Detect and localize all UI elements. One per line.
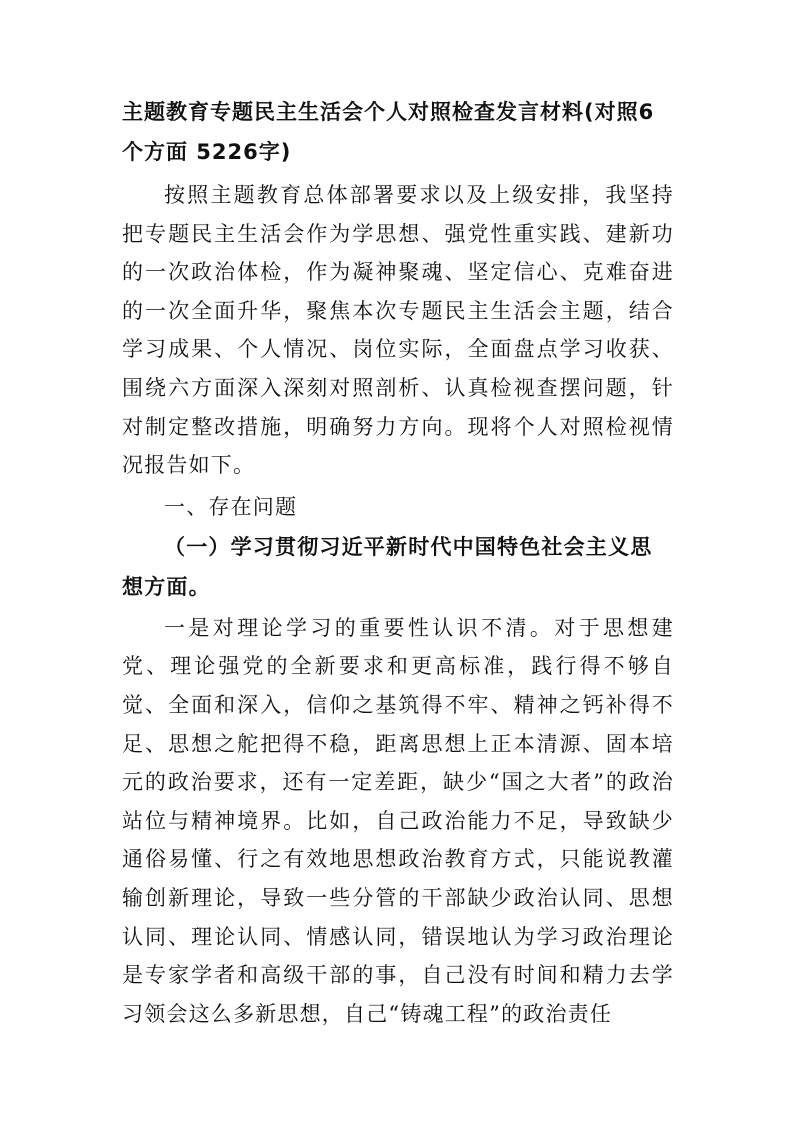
document-body [122,92,674,1033]
intro-paragraph: 按照主题教育总体部署要求以及上级安排，我坚持把专题民主生活会作为学思想、强党性重实践、建新功的一次政治体检，作为凝神聚魂、坚定信心、克难奋进的一次全面升华，聚焦本次专题民主生活会主题，结合学习成果、个人情况、岗位实际，全面盘点学习收获、围绕六方面深入深刻对照剖析、认真检视查摆问题，针对制定整改措施，明确努力方向。现将个人对照检视情况报告如下。 [122,183,674,478]
section-heading: 一、存在问题 [164,494,298,519]
body-paragraph: 一是对理论学习的重要性认识不清。对于思想建党、理论强党的全新要求和更高标准，践行得不够自觉、全面和深入，信仰之基筑得不牢、精神之钙补得不足、思想之舵把得不稳，距离思想上正本清源、固本培元的政治要求，还有一定差距，缺少“国之大者”的政治站位与精神境界。比如，自己政治能力不足，导致缺少通俗易懂、行之有效地思想政治教育方式，只能说教灌输创新理论，导致一些分管的干部缺少政治认同、思想认同、理论认同、情感认同，错误地认为学习政治理论是专家学者和高级干部的事，自己没有时间和精力去学习领会这么多新思想，自己“铸魂工程”的政治责任 [122,615,674,1026]
subsection-heading: （一）学习贯彻习近平新时代中国特色社会主义思想方面。 [122,534,653,599]
document-title: 主题教育专题民主生活会个人对照检查发言材料(对照6个方面 5226字) [122,100,655,164]
